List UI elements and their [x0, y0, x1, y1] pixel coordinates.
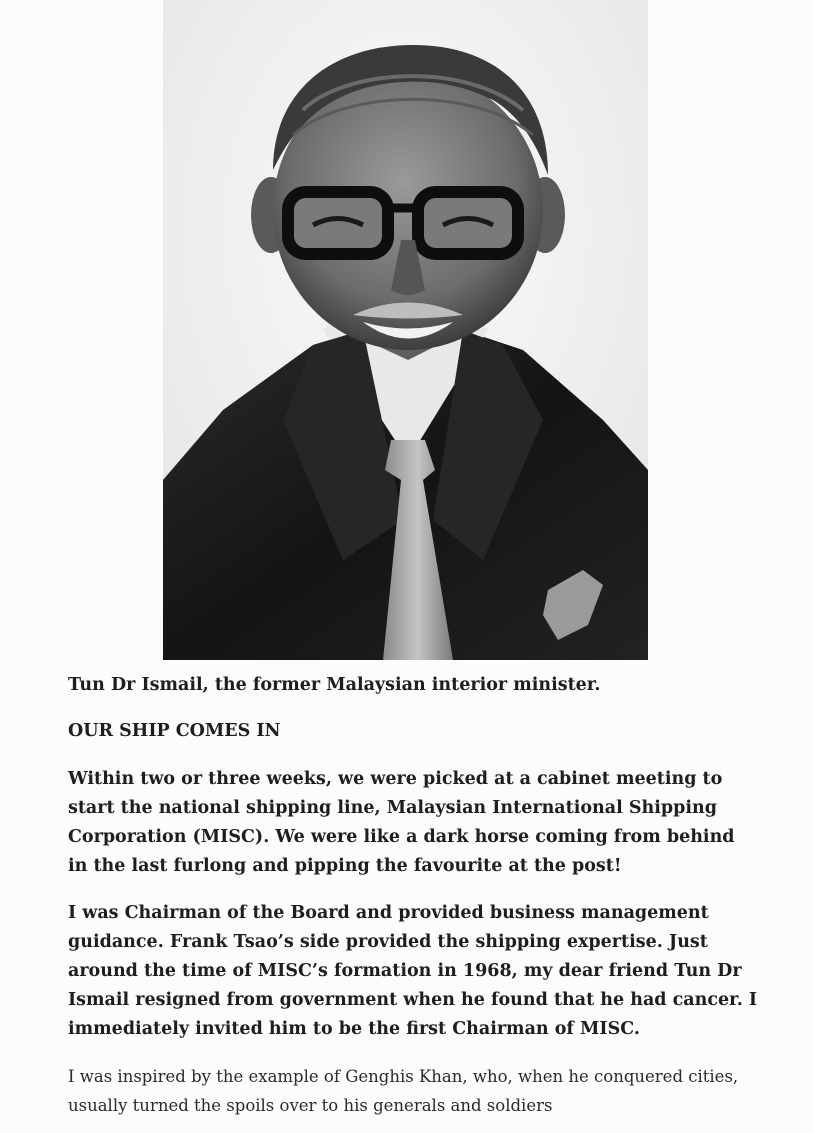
- section-heading: OUR SHIP COMES IN: [68, 721, 281, 741]
- article-body: [68, 673, 758, 1120]
- paragraph: I was Chairman of the Board and provided business management guidance. Frank Tsao’s side provided the shipping expertise. Just around the time of MISC’s formation in 1968, my dear friend Tun Dr Ismail resigned from government when he found that he had cancer. I immediately invited him to be the first Chairman of MISC.: [68, 903, 758, 1039]
- photo-caption: Tun Dr Ismail, the former Malaysian interior minister.: [68, 675, 601, 695]
- portrait-photo: [163, 0, 648, 660]
- portrait-illustration: [163, 0, 648, 660]
- closing-paragraph: I was inspired by the example of Genghis Khan, who, when he conquered cities, usually turned the spoils over to his generals and soldiers: [68, 1067, 739, 1115]
- paragraph: Within two or three weeks, we were picked at a cabinet meeting to start the national shipping line, Malaysian International Shipping Corporation (MISC). We were like a dark horse coming from behind in the last furlong and pipping the favourite at the post!: [68, 769, 735, 876]
